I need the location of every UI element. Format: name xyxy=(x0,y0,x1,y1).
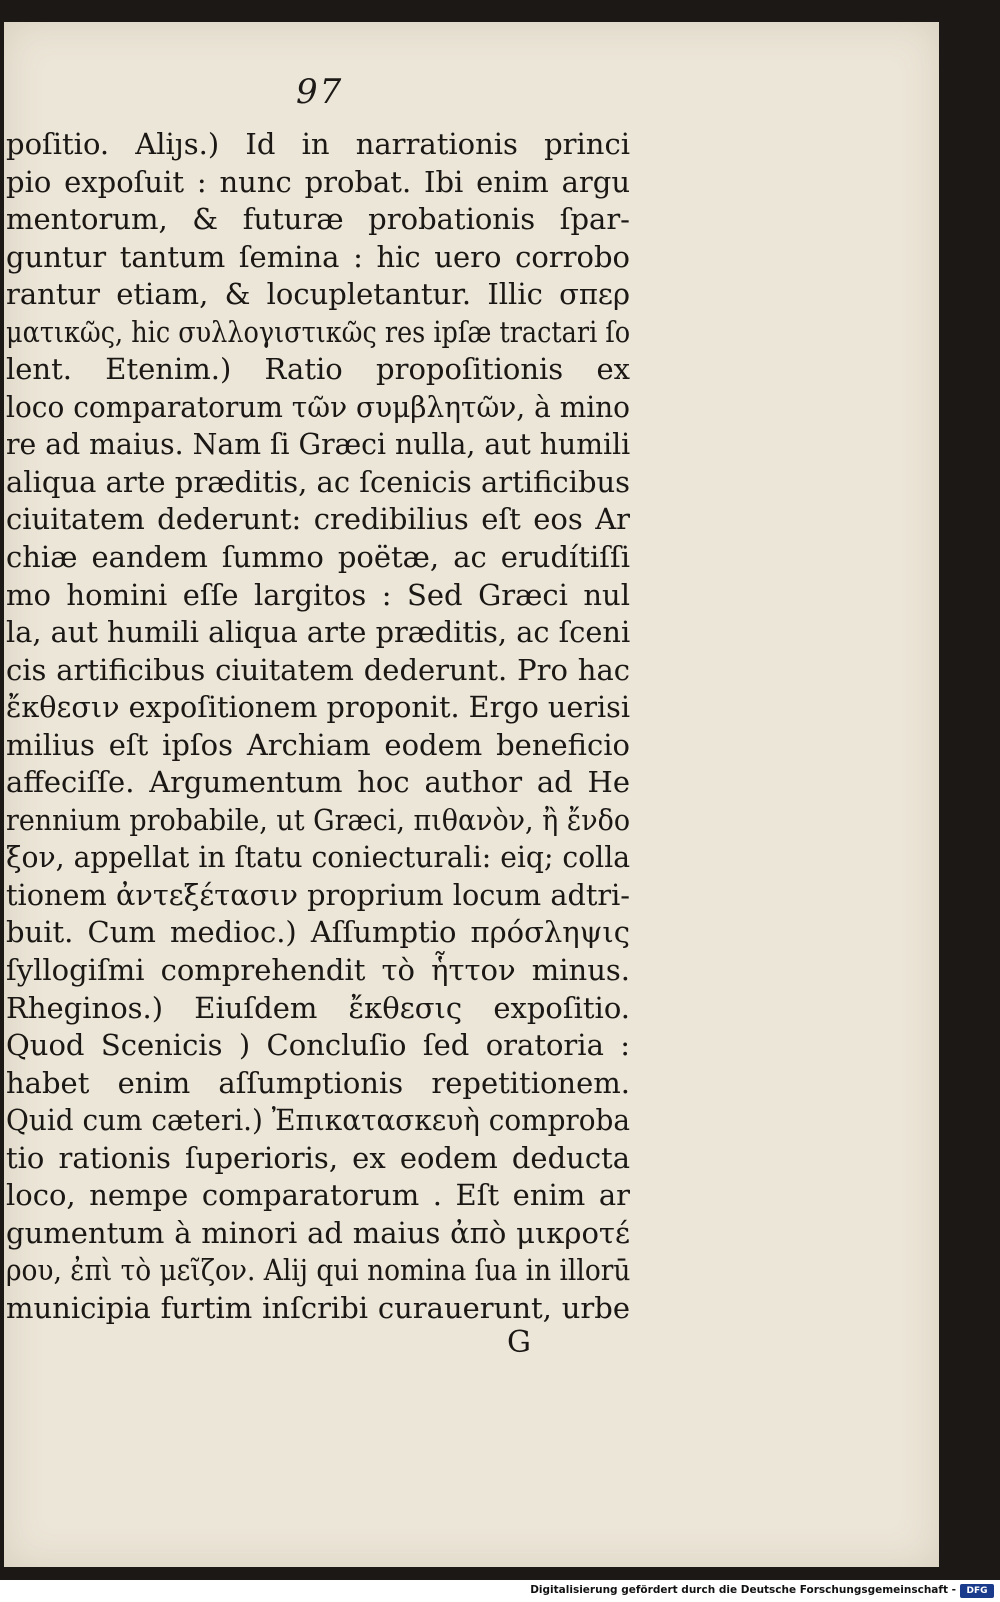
text-line: ciuitatem dederunt: credibilius eſt eos Ar xyxy=(6,502,630,537)
text-line: tionem ἀντεξέτασιν proprium locum adtri- xyxy=(6,877,631,912)
text-line: mo homini eſſe largitos : Sed Græci nul xyxy=(6,577,630,612)
text-line: cis artificibus ciuitatem dederunt. Pro hac xyxy=(6,652,630,687)
footer-credit: Digitalisierung gefördert durch die Deutsche Forschungsgemeinschaft - xyxy=(530,1584,956,1596)
text-line: loco comparatorum τῶν συμβλητῶν, à mino xyxy=(6,389,631,424)
text-line: ματικῶς, hic συλλογιστικῶς res ipſæ tractari ſo xyxy=(6,314,631,349)
footer-bar xyxy=(0,1580,1000,1602)
text-line: Quid cum cæteri.) Ἐπικατασκευὴ comproba xyxy=(6,1103,631,1138)
text-line: aliqua arte præditis, ac ſcenicis artificibus xyxy=(6,464,631,499)
text-line: Quod Scenicis ) Concluſio ſed oratoria : xyxy=(6,1028,630,1063)
text-line: la, aut humili aliqua arte præditis, ac ſceni xyxy=(6,615,631,650)
text-line: rennium probabile, ut Græci, πιθανὸν, ἢ ἔνδο xyxy=(6,802,631,837)
text-line: ἔκθεσιν expoſitionem proponit. Ergo uerisi xyxy=(6,690,631,725)
text-line: guntur tantum ſemina : hic uero corrobo xyxy=(6,239,630,274)
text-line: gumentum à minori ad maius ἀπὸ μικροτέ xyxy=(6,1215,630,1250)
text-line: mentorum, & futuræ probationis ſpar- xyxy=(6,202,630,237)
text-line: affeciſſe. Argumentum hoc author ad He xyxy=(6,765,630,800)
text-line: ξον, appellat in ſtatu coniecturali: eiq; colla xyxy=(6,840,631,875)
text-line: poſitio. Aliȷs.) Id in narrationis princi xyxy=(6,127,630,161)
text-line: buit. Cum medioc.) Aſſumptio πρόσληψις xyxy=(6,915,630,950)
text-block xyxy=(6,126,630,1328)
text-line: ſyllogiſmi comprehendit τὸ ἧττον minus. xyxy=(6,953,630,988)
text-line: milius eſt ipſos Archiam eodem beneficio xyxy=(6,727,630,762)
text-line: rantur etiam, & locupletantur. Illic σπερ xyxy=(6,277,630,312)
text-line: municipia furtim inſcribi curauerunt, urbe xyxy=(6,1290,630,1325)
text-line: tio rationis ſuperioris, ex eodem deducta xyxy=(6,1140,630,1175)
text-line: ρου, ἐπὶ τὸ μεῖζον. Alij qui nomina ſua in illorū xyxy=(6,1253,631,1288)
text-line: Rheginos.) Eiuſdem ἔκθεσις expoſitio. xyxy=(6,990,630,1025)
signature-mark: G xyxy=(507,1325,531,1360)
text-line: re ad maius. Nam ſi Græci nulla, aut humili xyxy=(6,427,631,462)
page-number: 97 xyxy=(296,72,344,112)
text-line: pio expoſuit : nunc probat. Ibi enim argu xyxy=(6,164,630,199)
text-line: habet enim aſſumptionis repetitionem. xyxy=(6,1065,630,1100)
text-line: chiæ eandem ſummo poëtæ, ac erudítiſſi xyxy=(6,540,630,575)
dfg-logo-icon: DFG xyxy=(960,1584,994,1598)
text-line: lent. Etenim.) Ratio propoſitionis ex xyxy=(6,352,630,387)
text-line: loco, nempe comparatorum . Eſt enim ar xyxy=(6,1178,630,1213)
